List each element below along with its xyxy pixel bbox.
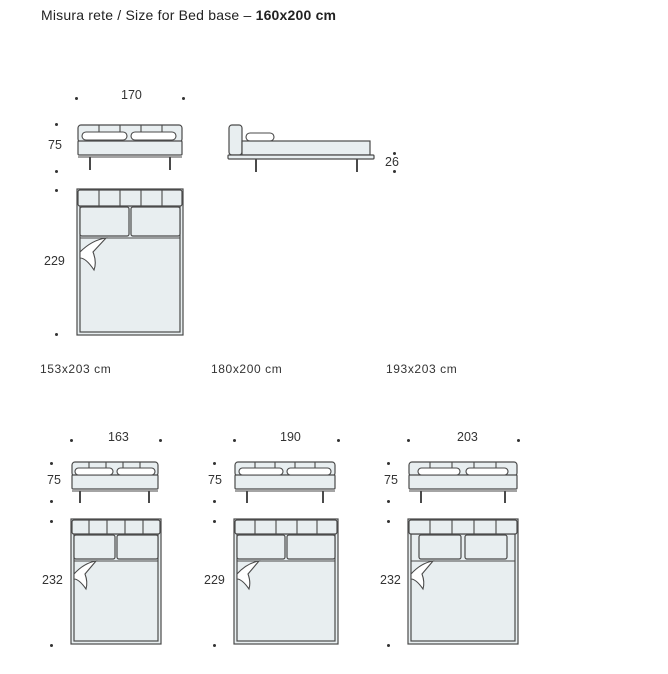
variant-2-front-view: [233, 461, 337, 505]
dim-marker: [70, 439, 73, 442]
variant-3-top-view: [407, 518, 519, 645]
dim-marker: [517, 439, 520, 442]
variant-3-height-label: 75: [384, 473, 398, 487]
title-size: 160x200 cm: [255, 7, 337, 23]
main-side-view: [226, 124, 376, 174]
dim-marker: [213, 644, 216, 647]
variant-2-top-view: [233, 518, 339, 645]
page-title: [41, 7, 336, 23]
dim-marker: [50, 500, 53, 503]
dim-marker: [182, 97, 185, 100]
dim-marker: [393, 170, 396, 173]
dim-marker: [50, 462, 53, 465]
dim-marker: [387, 462, 390, 465]
dim-marker: [50, 520, 53, 523]
variant-1-length-label: 232: [42, 573, 63, 587]
dim-marker: [337, 439, 340, 442]
dim-marker: [75, 97, 78, 100]
variant-3-length-label: 232: [380, 573, 401, 587]
main-top-view: [76, 188, 184, 336]
dim-marker: [407, 439, 410, 442]
main-width-label: 170: [121, 88, 142, 102]
dim-marker: [387, 520, 390, 523]
main-height-label: 75: [48, 138, 62, 152]
dim-marker: [213, 500, 216, 503]
variant-size-caption: 180x200 cm: [211, 362, 283, 376]
variant-2-height-label: 75: [208, 473, 222, 487]
dim-marker: [55, 170, 58, 173]
variant-2-width-label: 190: [280, 430, 301, 444]
variant-3-front-view: [407, 461, 519, 505]
dim-marker: [50, 644, 53, 647]
dim-marker: [55, 123, 58, 126]
dim-marker: [159, 439, 162, 442]
main-length-label: 229: [44, 254, 65, 268]
dim-marker: [387, 644, 390, 647]
dim-marker: [213, 520, 216, 523]
dim-marker: [233, 439, 236, 442]
variant-size-caption: 153x203 cm: [40, 362, 112, 376]
variant-1-front-view: [70, 461, 160, 505]
dim-marker: [55, 333, 58, 336]
dim-marker: [213, 462, 216, 465]
variant-1-height-label: 75: [47, 473, 61, 487]
dim-marker: [55, 189, 58, 192]
title-prefix: Misura rete / Size for Bed base –: [41, 7, 256, 23]
variant-1-top-view: [70, 518, 162, 645]
variant-size-caption: 193x203 cm: [386, 362, 458, 376]
variant-3-width-label: 203: [457, 430, 478, 444]
dim-marker: [387, 500, 390, 503]
main-front-view: [76, 124, 184, 172]
main-side-height-label: 26: [385, 155, 399, 169]
variant-1-width-label: 163: [108, 430, 129, 444]
variant-2-length-label: 229: [204, 573, 225, 587]
